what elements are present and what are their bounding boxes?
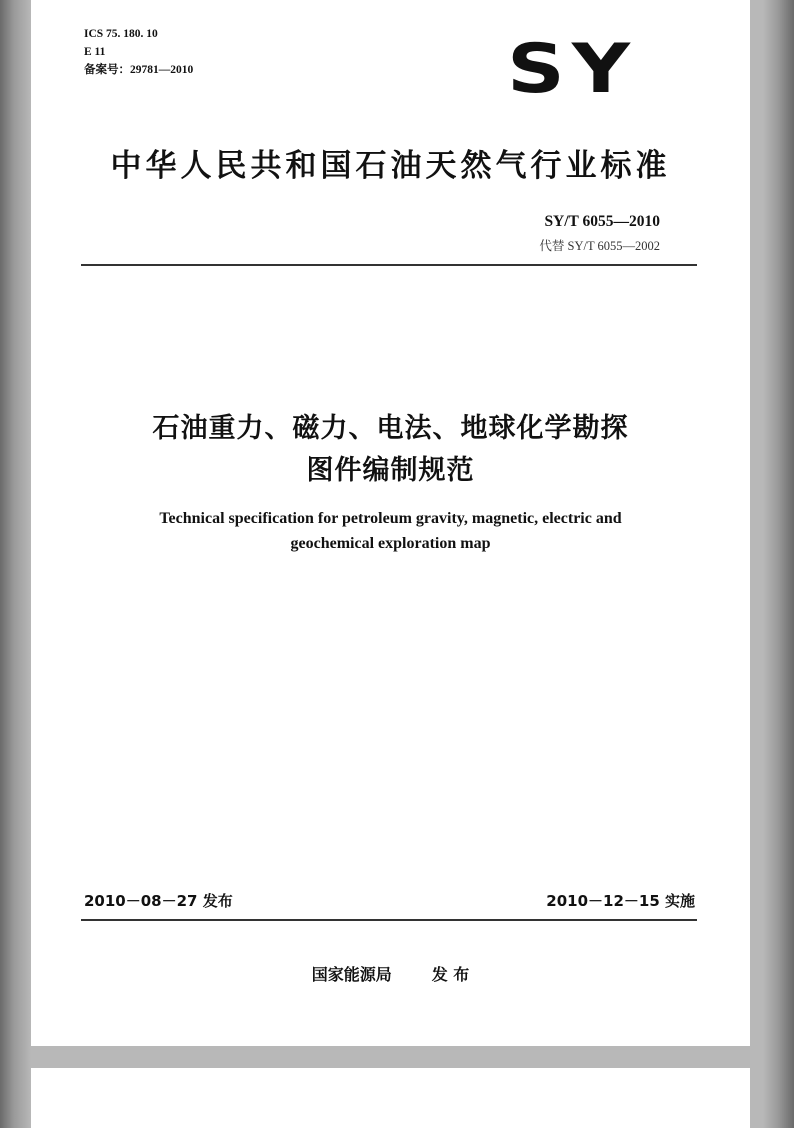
en-title-line2: geochemical exploration map [290,535,491,552]
en-title-line1: Technical specification for petroleum gravity, magnetic, electric and [159,510,622,527]
ics-code: ICS 75. 180. 10 [84,28,158,40]
category-code: E 11 [84,46,106,58]
sy-logo: SY [507,30,638,109]
publish-date: 2010－08－27 发布 [84,892,233,910]
footer-divider [81,919,697,921]
effective-date: 2010－12－15 实施 [546,892,695,910]
next-page-edge [31,1068,750,1128]
standard-code: SY/T 6055—2010 [544,213,660,230]
standard-type-title: 中华人民共和国石油天然气行业标准 [110,148,671,184]
standard-cover-page [31,0,750,1046]
header-divider [81,264,697,266]
filing-number: 备案号：29781—2010 [84,64,194,76]
cn-title-line2: 图件编制规范 [306,455,475,486]
issuer-name: 国家能源局 [311,965,392,984]
issuer-action: 发 布 [431,965,470,984]
cn-title-line1: 石油重力、磁力、电法、地球化学勘探 [152,413,629,444]
issuer-line [31,962,750,985]
replaces-standard: 代替 SY/T 6055—2002 [539,239,660,253]
